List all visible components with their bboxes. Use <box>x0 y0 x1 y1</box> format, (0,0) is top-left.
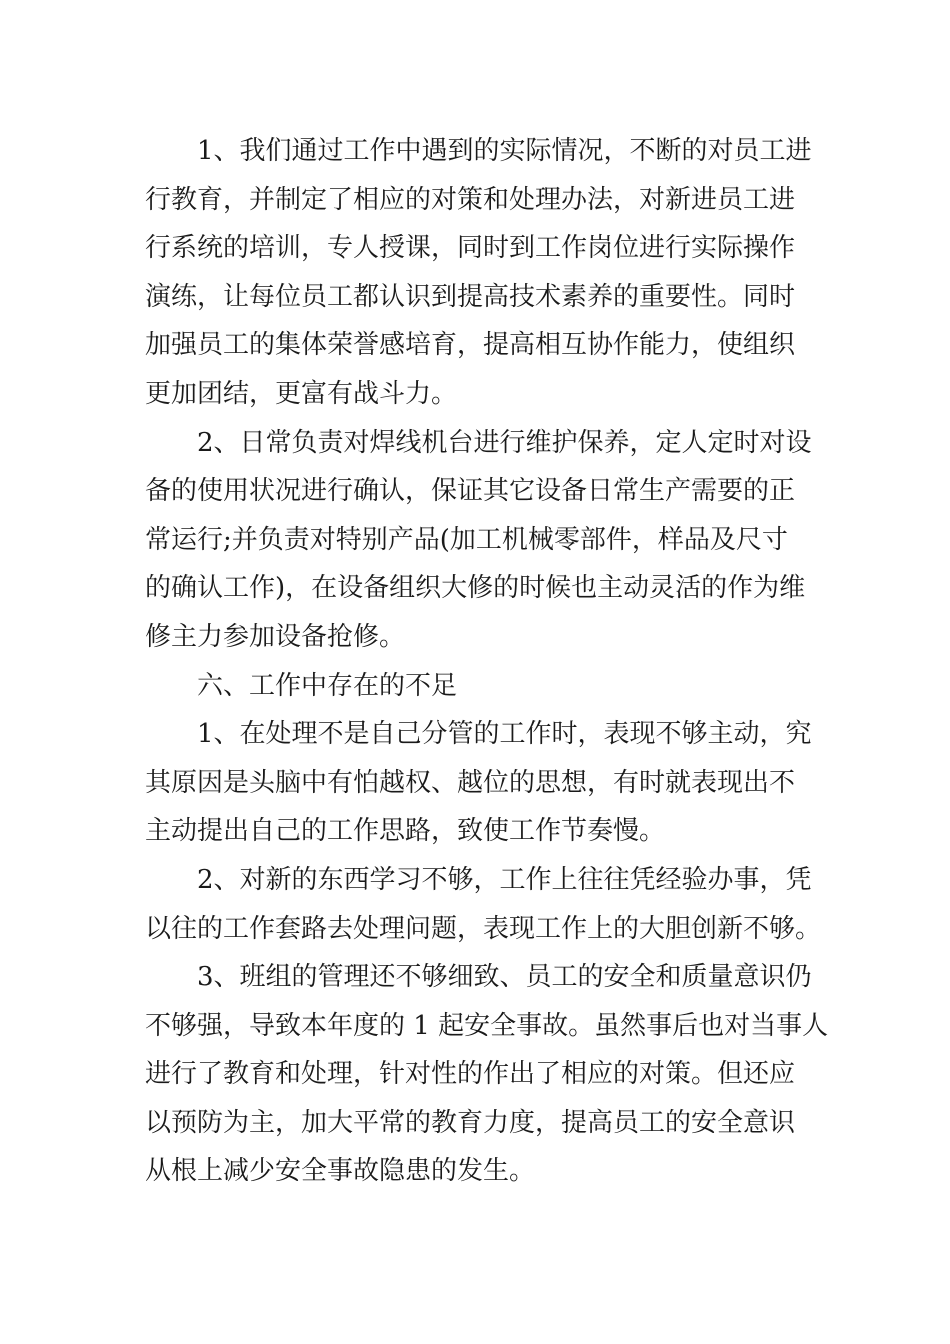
text-line: 2、日常负责对焊线机台进行维护保养，定人定时对设 <box>197 427 812 458</box>
document-body <box>145 127 829 1196</box>
paragraph-shortcoming-management <box>145 953 829 1196</box>
text-line: 以往的工作套路去处理问题，表现工作上的大胆创新不够。 <box>145 913 822 944</box>
text-line: 的确认工作)，在设备组织大修的时候也主动灵活的作为维 <box>145 573 806 604</box>
text-line: 更加团结，更富有战斗力。 <box>145 378 458 409</box>
paragraph-shortcoming-initiative <box>145 710 810 856</box>
text-line: 不够强，导致本年度的 1 起安全事故。虽然事后也对当事人 <box>145 1010 829 1041</box>
text-line: 行系统的培训，专人授课，同时到工作岗位进行实际操作 <box>145 233 796 264</box>
section-heading-shortcomings <box>145 662 810 711</box>
paragraph-maintenance <box>145 419 810 662</box>
text-line: 从根上减少安全事故隐患的发生。 <box>145 1156 536 1187</box>
text-line: 主动提出自己的工作思路，致使工作节奏慢。 <box>145 816 666 847</box>
text-line: 2、对新的东西学习不够，工作上往往凭经验办事，凭 <box>197 864 812 895</box>
text-line: 六、工作中存在的不足 <box>197 670 458 701</box>
text-line: 3、班组的管理还不够细致、员工的安全和质量意识仍 <box>197 962 812 993</box>
text-line: 常运行;并负责对特别产品(加工机械零部件，样品及尺寸 <box>145 524 788 555</box>
text-line: 加强员工的集体荣誉感培育，提高相互协作能力，使组织 <box>145 330 796 361</box>
text-line: 备的使用状况进行确认，保证其它设备日常生产需要的正 <box>145 476 796 507</box>
text-line: 其原因是头脑中有怕越权、越位的思想，有时就表现出不 <box>145 767 796 798</box>
text-line: 演练，让每位员工都认识到提高技术素养的重要性。同时 <box>145 281 796 312</box>
text-line: 1、我们通过工作中遇到的实际情况，不断的对员工进 <box>197 136 812 166</box>
text-line: 修主力参加设备抢修。 <box>145 621 406 652</box>
paragraph-training <box>145 127 810 419</box>
text-line: 1、在处理不是自己分管的工作时，表现不够主动，究 <box>197 719 812 750</box>
text-line: 行教育，并制定了相应的对策和处理办法，对新进员工进 <box>145 184 796 215</box>
text-line: 以预防为主，加大平常的教育力度，提高员工的安全意识 <box>145 1107 796 1138</box>
paragraph-shortcoming-learning <box>145 856 822 953</box>
text-line: 进行了教育和处理，针对性的作出了相应的对策。但还应 <box>145 1059 796 1090</box>
